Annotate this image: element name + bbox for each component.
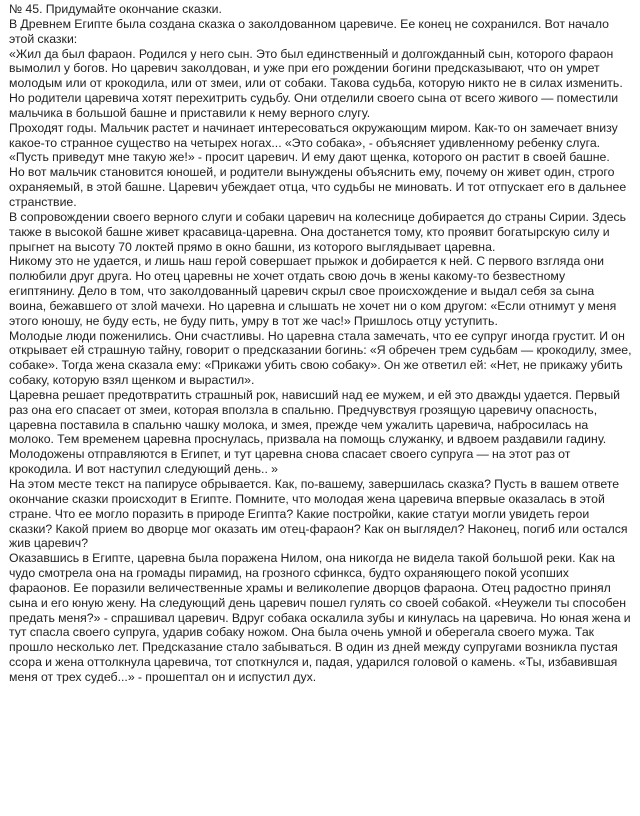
paragraph-7: Молодые люди поженились. Они счастливы. Но царевна стала замечать, что ее супруг иногда грустит. И он открывает ей страшную тайну, говорит о предсказании богинь: «Я обречен трем судьбам — крокодилу, змее, собаке». Тогда жена сказала ему: «Прикажи убить свою собаку». Он же ответил ей: «Нет, не прикажу убить собаку, которую взял щенком и вырастил». [9,328,632,388]
paragraph-answer: Оказавшись в Египте, царевна была поражена Нилом, она никогда не видела такой большой реки. Как на чудо смотрела она на громады пирамид, на грозного сфинкса, будто охраняющего покой усопших фараонов. Ее поразили величественные храмы и великолепие дворцов фараона. Отец радостно принял сына и его юную жену. На следующий день царевич пошел гулять со своей собакой. «Неужели ты способен предать меня?» - спрашивал царевич. Вдруг собака оскалила зубы и кинулась на царевича. Но юная жена и тут спасла своего супруга, ударив собаку ножом. Она была очень умной и оберегала своего мужа. Так прошло несколько лет. Предсказание стало забываться. В один из дней между супругами возникла пустая ссора и жена оттолкнула царевича, тот споткнулся и, падая, ударился головой о камень. «Ты, избавившая меня от трех судеб...» - прошептал он и испустил дух. [9,551,631,684]
paragraph-6: Никому это не удается, и лишь наш герой совершает прыжок и добирается к ней. С первого взгляда они полюбили друг друга. Но отец царевны не хочет отдать свою дочь в жены какому-то безвестному египтянину. Дело в том, что заколдованный царевич скрыл свое происхождение и выдал себя за сына воина, бежавшего от злой мачехи. Но царевна и слышать не хочет ни о ком другом: «Если отнимут у меня этого юношу, не буду есть, не буду пить, умру в тот же час!» Пришлось отцу уступить. [9,254,617,328]
paragraph-2: Но родители царевича хотят перехитрить судьбу. Они отделили своего сына от всего живого — поместили мальчика в большой башне и приставили к нему верного слугу. [9,91,619,120]
paragraph-9: Молодожены отправляются в Египет, и тут царевна снова спасает своего супруга — на этот раз от крокодила. И вот наступил следующий день.. » [9,447,571,477]
paragraph-3: Проходят годы. Мальчик растет и начинает интересоваться окружающим миром. Как-то он замечает внизу какое-то странное существо на четырех ногах... «Это собака», - объясняет удивленному ребенку слуга. «Пусть приведут мне такую же!» - просит царевич. И ему дают щенка, которого он растит в своей башне. [9,120,618,165]
paragraph-intro: В Древнем Египте была создана сказка о заколдованном царевиче. Ее конец не сохранился. Вот начало этой сказки: [9,16,609,46]
paragraph-8: Царевна решает предотвратить страшный рок, нависший над ее мужем, и ей это дважды удается. Первый раз она его спасает от змеи, которая вползла в спальню. Предчувствуя грозящую царевичу опасность, царевна поставила в спальню чашку молока, и змея, прежде чем ужалить царевича, набросилась на молоко. Тем временем царевна проснулась, призвала на помощь служанку, и вдвоем раздавили гадину. [9,387,621,447]
paragraph-5: В сопровождении своего верного слуги и собаки царевич на колеснице добирается до страны Сирии. Здесь также в высокой башне живет красавица-царевна. Она достанется тому, кто проявит богатырскую силу и прыгнет на высоту 70 локтей прямо в окно башни, из которого выглядывает царевна. [9,209,627,254]
exercise-heading: № 45. Придумайте окончание сказки. [9,2,222,16]
paragraph-1: «Жил да был фараон. Родился у него сын. Это был единственный и долгожданный сын, которого фараон вымолил у богов. Но царевич заколдован, и уже при его рождении богини предсказывают, что он умрет молодым или от крокодила, или от змеи, или от собаки. Такова судьба, которую никто не в силах изменить. [9,46,623,91]
paragraph-question: На этом месте текст на папирусе обрывается. Как, по-вашему, завершилась сказка? Пусть в вашем ответе окончание сказки происходит в Египте. Помните, что молодая жена царевича впервые оказалась в этой стране. Что ее могло поразить в природе Египта? Какие постройки, какие статуи могли увидеть герои сказки? Какой прием во дворце мог оказать им отец-фараон? Как он выглядел? Наконец, погиб или остался жив царевич? [9,477,628,551]
paragraph-4: Но вот мальчик становится юношей, и родители вынуждены объяснить ему, почему он живет один, строго охраняемый, в этой башне. Царевич убеждает отца, что судьбы не миновать. И тот отпускает его в дальнее странствие. [9,165,627,209]
